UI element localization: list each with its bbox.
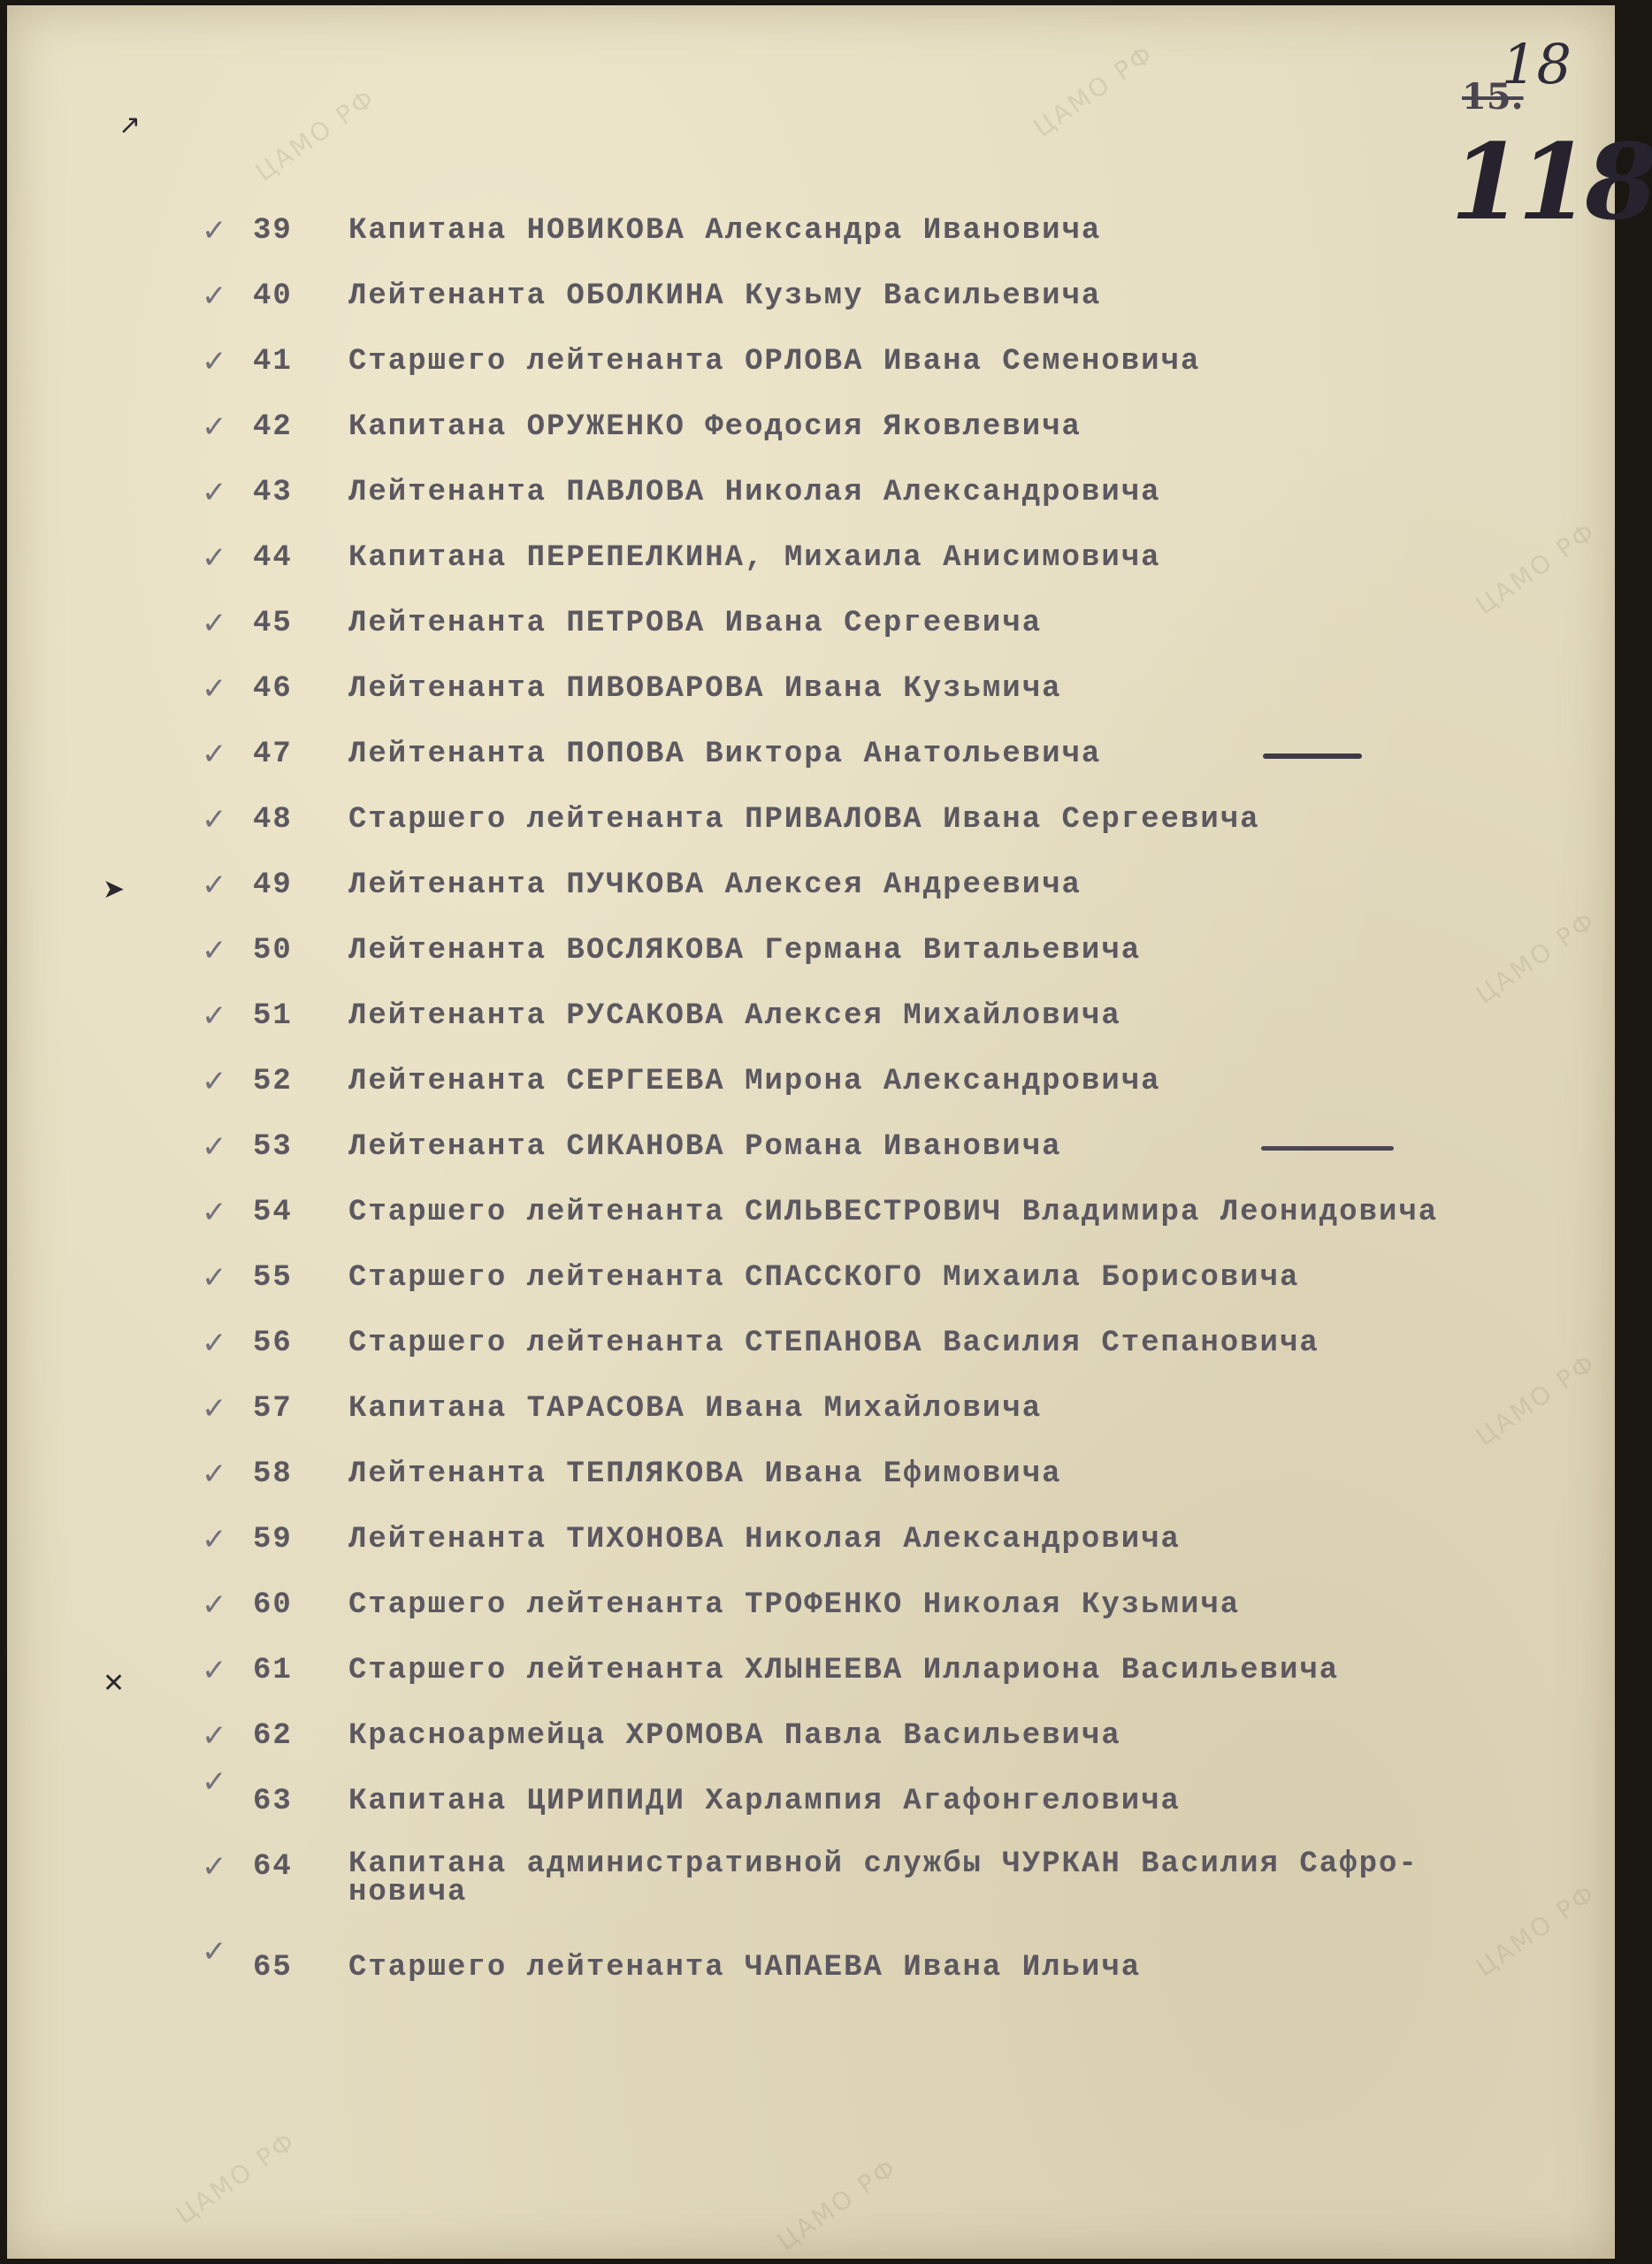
item-text: Лейтенанта ВОСЛЯКОВА Германа Витальевича [348,934,1142,968]
archive-watermark: ЦАМО РФ [1470,1878,1602,1983]
check-mark-icon: ✓ [202,475,229,510]
item-text: Старшего лейтенанта ЧАПАЕВА Ивана Ильича [348,1951,1142,1985]
margin-mark: ✕ [103,1668,126,1699]
item-number: 46 [253,672,293,706]
archive-watermark: ЦАМО РФ [249,82,382,187]
item-number: 51 [253,999,293,1033]
item-number: 57 [253,1392,293,1426]
item-number: 52 [253,1065,293,1098]
check-mark-icon: ✓ [202,409,229,445]
item-number: 48 [253,803,293,837]
archive-watermark: ЦАМО РФ [1470,516,1602,621]
item-text: Капитана ЦИРИПИДИ Харлампия Агафонгеловича [348,1785,1181,1818]
check-mark-icon: ✓ [202,1326,229,1361]
item-text: Капитана ПЕРЕПЕЛКИНА, Михаила Анисимовича [348,541,1161,575]
item-number: 65 [253,1951,293,1985]
item-number: 40 [253,279,293,313]
check-mark-icon: ✓ [202,1653,229,1688]
check-mark-icon: ✓ [202,1457,229,1492]
item-text: Лейтенанта ТИХОНОВА Николая Александровича [348,1523,1181,1556]
item-text: Старшего лейтенанта СИЛЬВЕСТРОВИЧ Владимира Леонидовича [348,1196,1439,1229]
item-number: 45 [253,607,293,640]
item-text: Лейтенанта ОБОЛКИНА Кузьму Васильевича [348,279,1102,313]
item-text: Лейтенанта ПОПОВА Виктора Анатольевича [348,738,1102,771]
item-number: 63 [253,1785,293,1818]
margin-mark: ↗ [119,110,141,141]
check-mark-icon: ✓ [202,1587,229,1623]
item-text: Капитана административной службы ЧУРКАН Василия Сафро- новича [348,1847,1419,1909]
item-text: Лейтенанта РУСАКОВА Алексея Михайловича [348,999,1121,1033]
item-number: 59 [253,1523,293,1556]
check-mark-icon: ✓ [202,1064,229,1099]
item-number: 56 [253,1327,293,1360]
item-text: Лейтенанта ПЕТРОВА Ивана Сергеевича [348,607,1043,640]
item-number: 42 [253,410,293,444]
check-mark-icon: ✓ [202,1195,229,1230]
item-text: Капитана ТАРАСОВА Ивана Михайловича [348,1392,1043,1426]
check-mark-icon: ✓ [202,540,229,576]
item-number: 64 [253,1850,293,1884]
check-mark-icon: ✓ [202,279,229,314]
struck-page-number: 15. [1462,76,1524,118]
item-number: 39 [253,214,293,248]
archive-watermark: ЦАМО РФ [1028,38,1160,143]
check-mark-icon: ✓ [202,998,229,1034]
item-number: 58 [253,1457,293,1491]
item-number: 55 [253,1261,293,1295]
item-text: Старшего лейтенанта ПРИВАЛОВА Ивана Сергеевича [348,803,1260,837]
item-number: 50 [253,934,293,968]
check-mark-icon: ✓ [202,671,229,707]
check-mark-icon: ✓ [202,606,229,641]
check-mark-icon: ✓ [202,1391,229,1426]
check-mark-icon: ✓ [202,802,229,838]
item-number: 41 [253,345,293,379]
item-text: Лейтенанта ТЕПЛЯКОВА Ивана Ефимовича [348,1457,1062,1491]
item-number: 53 [253,1130,293,1164]
document-page [7,5,1652,2259]
check-mark-icon: ✓ [202,868,229,903]
check-mark-icon: ✓ [202,344,229,379]
check-mark-icon: ✓ [202,213,229,249]
item-number: 54 [253,1196,293,1229]
item-number: 60 [253,1588,293,1622]
item-text: Лейтенанта СЕРГЕЕВА Мирона Александровича [348,1065,1161,1098]
item-text: Лейтенанта ПАВЛОВА Николая Александровича [348,476,1161,509]
handwritten-page-number: 18 [1502,32,1572,96]
handwritten-sheet-number: 118 [1450,120,1652,243]
check-mark-icon: ✓ [202,1260,229,1296]
check-mark-icon: ✓ [202,1522,229,1557]
check-mark-icon: ✓ [202,1129,229,1165]
check-mark-icon: ✓ [202,737,229,772]
check-mark-icon: ✓ [202,1934,229,1970]
item-text: Старшего лейтенанта СПАССКОГО Михаила Борисовича [348,1261,1300,1295]
item-text: Красноармейца ХРОМОВА Павла Васильевича [348,1719,1121,1753]
item-text: Капитана НОВИКОВА Александра Ивановича [348,214,1102,248]
check-mark-icon: ✓ [202,1718,229,1754]
item-text: Лейтенанта ПИВОВАРОВА Ивана Кузьмича [348,672,1062,706]
archive-watermark: ЦАМО РФ [170,2125,302,2230]
item-text: Лейтенанта ПУЧКОВА Алексея Андреевича [348,868,1082,902]
item-text: Капитана ОРУЖЕНКО Феодосия Яковлевича [348,410,1082,444]
item-text: Старшего лейтенанта ХЛЫНЕЕВА Иллариона Васильевича [348,1654,1340,1687]
check-mark-icon: ✓ [202,1849,229,1885]
check-mark-icon: ✓ [202,933,229,968]
item-number: 61 [253,1654,293,1687]
item-number: 44 [253,541,293,575]
archive-watermark: ЦАМО РФ [771,2152,904,2257]
archive-watermark: ЦАМО РФ [1470,1347,1602,1452]
item-number: 62 [253,1719,293,1753]
item-text: Лейтенанта СИКАНОВА Романа Ивановича [348,1130,1062,1164]
archive-watermark: ЦАМО РФ [1470,905,1602,1010]
check-mark-icon: ✓ [202,1764,229,1800]
item-number: 49 [253,868,293,902]
margin-mark: ➤ [103,874,126,905]
item-text: Старшего лейтенанта ОРЛОВА Ивана Семеновича [348,345,1201,379]
item-text: Старшего лейтенанта СТЕПАНОВА Василия Степановича [348,1327,1319,1360]
item-number: 47 [253,738,293,771]
item-number: 43 [253,476,293,509]
item-text: Старшего лейтенанта ТРОФЕНКО Николая Кузьмича [348,1588,1241,1622]
